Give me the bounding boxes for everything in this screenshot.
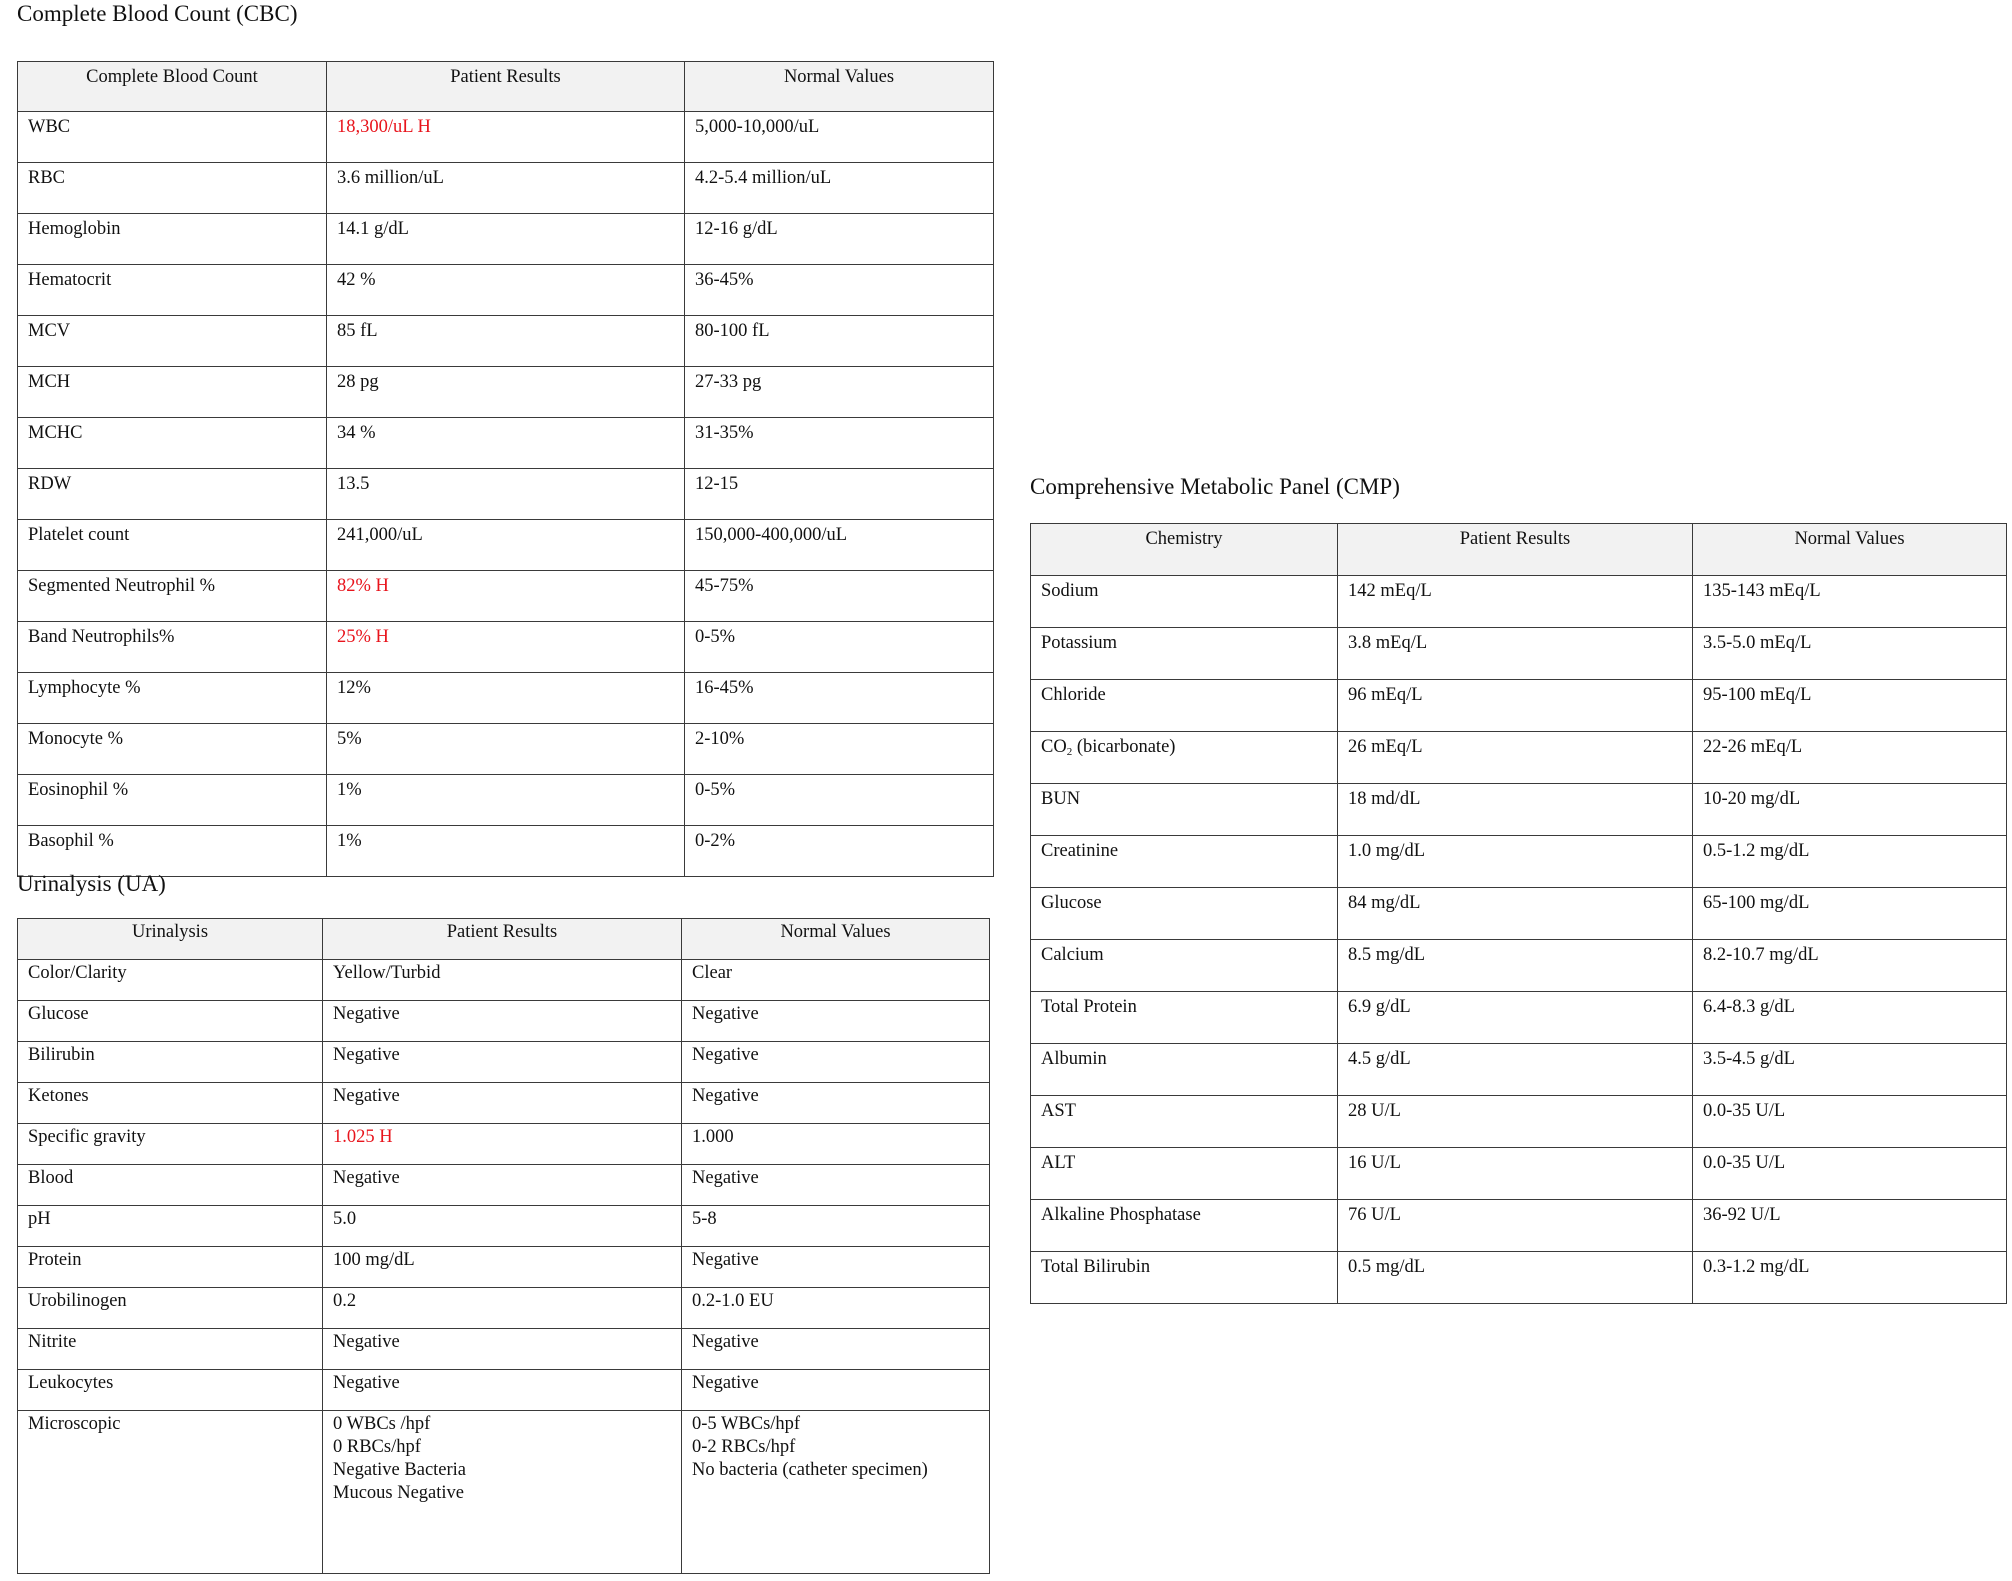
result-cell: 3.8 mEq/L [1338,628,1693,680]
result-cell: 1% [327,775,685,826]
test-name-cell: Eosinophil % [18,775,327,826]
result-cell: 26 mEq/L [1338,732,1693,784]
table-row [18,367,994,418]
normal-range-cell: 27-33 pg [685,367,994,418]
normal-range-cell: 6.4-8.3 g/dL [1693,992,2007,1044]
normal-range-cell: 0.0-35 U/L [1693,1096,2007,1148]
column-header: Normal Values [1693,524,2007,576]
test-name-cell: AST [1031,1096,1338,1148]
normal-range-cell: 45-75% [685,571,994,622]
normal-range-cell: 150,000-400,000/uL [685,520,994,571]
column-header: Chemistry [1031,524,1338,576]
normal-range-cell: 36-45% [685,265,994,316]
test-name-cell: Hemoglobin [18,214,327,265]
cbc-section-title: Complete Blood Count (CBC) [17,1,298,26]
result-cell-high: 1.025 H [323,1124,682,1165]
table-row [18,1247,990,1288]
test-name-cell: Glucose [1031,888,1338,940]
normal-range-cell: 16-45% [685,673,994,724]
test-name-cell: Band Neutrophils% [18,622,327,673]
test-name-cell: Calcium [1031,940,1338,992]
table-row [1031,992,2007,1044]
test-name-cell: Color/Clarity [18,960,323,1001]
table-row [18,316,994,367]
normal-range-cell: 22-26 mEq/L [1693,732,2007,784]
result-cell: Negative [323,1001,682,1042]
table-row [18,112,994,163]
result-cell: 84 mg/dL [1338,888,1693,940]
normal-range-cell: 0-5% [685,622,994,673]
normal-range-cell: 2-10% [685,724,994,775]
test-name-cell: $CO_2$ (bicarbonate) [1031,732,1338,784]
normal-range-cell: 0-2% [685,826,994,877]
result-cell: 5% [327,724,685,775]
table-row [1031,680,2007,732]
result-cell: Negative [323,1370,682,1411]
test-name-cell: Leukocytes [18,1370,323,1411]
test-name-cell: Microscopic [18,1411,323,1574]
test-name-cell: WBC [18,112,327,163]
test-name-cell: Hematocrit [18,265,327,316]
result-cell: 1.0 mg/dL [1338,836,1693,888]
result-cell: 14.1 g/dL [327,214,685,265]
test-name-cell: pH [18,1206,323,1247]
column-header: Patient Results [327,62,685,112]
table-row [18,673,994,724]
column-header: Patient Results [323,919,682,960]
table-row [18,163,994,214]
result-cell: 3.6 million/uL [327,163,685,214]
test-name-cell: Blood [18,1165,323,1206]
table-row [1031,888,2007,940]
result-cell: 13.5 [327,469,685,520]
normal-range-cell: 31-35% [685,418,994,469]
result-cell-high: 18,300/uL H [327,112,685,163]
test-name-cell: Urobilinogen [18,1288,323,1329]
normal-range-cell: 0-5 WBCs/hpf 0-2 RBCs/hpf No bacteria (catheter specimen) [682,1411,990,1574]
result-cell: 85 fL [327,316,685,367]
normal-range-cell: 10-20 mg/dL [1693,784,2007,836]
table-header-row [1031,524,2007,576]
normal-range-cell: 0.5-1.2 mg/dL [1693,836,2007,888]
result-cell: Yellow/Turbid [323,960,682,1001]
result-cell: 0 WBCs /hpf 0 RBCs/hpf Negative Bacteria Mucous Negative [323,1411,682,1574]
table-row [1031,1252,2007,1304]
column-header: Patient Results [1338,524,1693,576]
normal-range-cell: Negative [682,1329,990,1370]
test-name-cell: Albumin [1031,1044,1338,1096]
result-cell: 6.9 g/dL [1338,992,1693,1044]
column-header: Urinalysis [18,919,323,960]
result-cell: 16 U/L [1338,1148,1693,1200]
result-cell: 142 mEq/L [1338,576,1693,628]
normal-range-cell: 1.000 [682,1124,990,1165]
result-cell: 28 pg [327,367,685,418]
table-row [1031,732,2007,784]
table-row [18,1329,990,1370]
test-name-cell: Lymphocyte % [18,673,327,724]
test-name-cell: Platelet count [18,520,327,571]
table-row [18,1206,990,1247]
ua-section-title: Urinalysis (UA) [17,871,166,896]
table-row [18,571,994,622]
table-header-row [18,919,990,960]
normal-range-cell: 65-100 mg/dL [1693,888,2007,940]
test-name-cell: BUN [1031,784,1338,836]
table-row [18,520,994,571]
normal-range-cell: 12-16 g/dL [685,214,994,265]
normal-range-cell: 3.5-5.0 mEq/L [1693,628,2007,680]
test-name-cell: Sodium [1031,576,1338,628]
cmp-table-body [1031,576,2007,1304]
table-row [1031,576,2007,628]
normal-range-cell: Negative [682,1165,990,1206]
normal-range-cell: Negative [682,1001,990,1042]
table-row [1031,1096,2007,1148]
table-row [18,469,994,520]
normal-range-cell: Negative [682,1370,990,1411]
result-cell: 241,000/uL [327,520,685,571]
normal-range-cell: 8.2-10.7 mg/dL [1693,940,2007,992]
normal-range-cell: 0.0-35 U/L [1693,1148,2007,1200]
test-name-cell: Alkaline Phosphatase [1031,1200,1338,1252]
result-cell: 96 mEq/L [1338,680,1693,732]
test-name-cell: Potassium [1031,628,1338,680]
table-row [18,1001,990,1042]
normal-range-cell: 12-15 [685,469,994,520]
table-row [18,1288,990,1329]
result-cell-high: 25% H [327,622,685,673]
result-cell: 12% [327,673,685,724]
result-cell: Negative [323,1083,682,1124]
table-row [1031,1148,2007,1200]
result-cell: 1% [327,826,685,877]
table-row [18,1165,990,1206]
table-row [18,418,994,469]
result-cell: 4.5 g/dL [1338,1044,1693,1096]
test-name-cell: RDW [18,469,327,520]
normal-range-cell: Negative [682,1247,990,1288]
table-row [18,265,994,316]
table-row [18,1370,990,1411]
result-cell: Negative [323,1329,682,1370]
normal-range-cell: 5,000-10,000/uL [685,112,994,163]
test-name-cell: Creatinine [1031,836,1338,888]
table-row [18,775,994,826]
test-name-cell: MCHC [18,418,327,469]
normal-range-cell: 0.3-1.2 mg/dL [1693,1252,2007,1304]
test-name-cell: Total Bilirubin [1031,1252,1338,1304]
result-cell: 0.2 [323,1288,682,1329]
test-name-cell: Glucose [18,1001,323,1042]
table-row [18,1083,990,1124]
cmp-table [1030,523,2007,1304]
column-header: Normal Values [682,919,990,960]
normal-range-cell: 36-92 U/L [1693,1200,2007,1252]
table-row [1031,940,2007,992]
column-header: Normal Values [685,62,994,112]
result-cell: 34 % [327,418,685,469]
result-cell-high: 82% H [327,571,685,622]
normal-range-cell: Clear [682,960,990,1001]
result-cell: Negative [323,1165,682,1206]
result-cell: 42 % [327,265,685,316]
table-row [1031,1044,2007,1096]
column-header: Complete Blood Count [18,62,327,112]
table-row [18,622,994,673]
ua-table [17,918,990,1574]
normal-range-cell: 135-143 mEq/L [1693,576,2007,628]
table-row [1031,836,2007,888]
normal-range-cell: 0-5% [685,775,994,826]
result-cell: 100 mg/dL [323,1247,682,1288]
result-cell: 8.5 mg/dL [1338,940,1693,992]
result-cell: 18 md/dL [1338,784,1693,836]
test-name-cell: Nitrite [18,1329,323,1370]
table-row [18,1042,990,1083]
normal-range-cell: 3.5-4.5 g/dL [1693,1044,2007,1096]
normal-range-cell: 80-100 fL [685,316,994,367]
table-row [18,1124,990,1165]
normal-range-cell: 5-8 [682,1206,990,1247]
test-name-cell: Protein [18,1247,323,1288]
table-row [18,960,990,1001]
result-cell: 0.5 mg/dL [1338,1252,1693,1304]
test-name-cell: MCV [18,316,327,367]
test-name-cell: Bilirubin [18,1042,323,1083]
test-name-cell: Total Protein [1031,992,1338,1044]
cbc-table-body [18,112,994,877]
table-row [18,826,994,877]
result-cell: 5.0 [323,1206,682,1247]
table-row [18,724,994,775]
table-header-row [18,62,994,112]
normal-range-cell: Negative [682,1083,990,1124]
normal-range-cell: Negative [682,1042,990,1083]
normal-range-cell: 0.2-1.0 EU [682,1288,990,1329]
test-name-cell: MCH [18,367,327,418]
normal-range-cell: 4.2-5.4 million/uL [685,163,994,214]
test-name-cell: Basophil % [18,826,327,877]
ua-table-body [18,960,990,1574]
test-name-cell: ALT [1031,1148,1338,1200]
table-row [1031,628,2007,680]
test-name-cell: Segmented Neutrophil % [18,571,327,622]
test-name-cell: Specific gravity [18,1124,323,1165]
normal-range-cell: 95-100 mEq/L [1693,680,2007,732]
table-row [18,1411,990,1574]
cbc-table [17,61,994,877]
test-name-cell: RBC [18,163,327,214]
test-name-cell: Ketones [18,1083,323,1124]
result-cell: 28 U/L [1338,1096,1693,1148]
table-row [1031,784,2007,836]
test-name-cell: Chloride [1031,680,1338,732]
table-row [1031,1200,2007,1252]
result-cell: Negative [323,1042,682,1083]
cmp-section-title: Comprehensive Metabolic Panel (CMP) [1030,474,1400,499]
table-row [18,214,994,265]
result-cell: 76 U/L [1338,1200,1693,1252]
test-name-cell: Monocyte % [18,724,327,775]
